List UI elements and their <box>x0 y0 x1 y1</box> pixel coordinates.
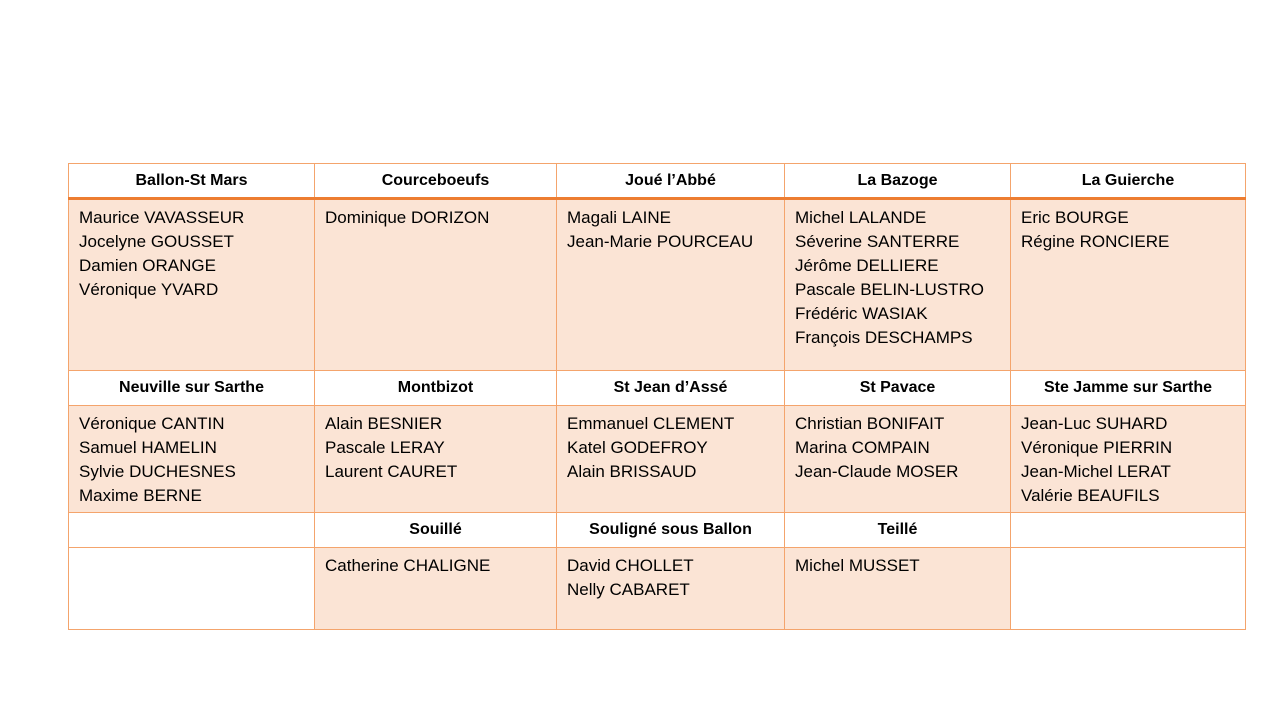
member-name: Michel LALANDE <box>795 208 927 227</box>
member-name: Jean-Michel LERAT <box>1021 462 1171 481</box>
member-name: Christian BONIFAIT <box>795 414 945 433</box>
members-row-3 <box>69 548 1246 630</box>
commune-header: Montbizot <box>315 371 557 406</box>
members-cell <box>69 199 315 371</box>
member-name: Pascale LERAY <box>325 438 445 457</box>
members-cell <box>785 199 1011 371</box>
member-name: David CHOLLET <box>567 556 694 575</box>
empty-cell <box>69 548 315 630</box>
member-name: Véronique PIERRIN <box>1021 438 1173 457</box>
member-name: Véronique CANTIN <box>79 414 225 433</box>
members-cell <box>785 406 1011 513</box>
member-name: Nelly CABARET <box>567 580 690 599</box>
member-name: François DESCHAMPS <box>795 328 973 347</box>
member-name: Katel GODEFROY <box>567 438 708 457</box>
members-cell <box>557 406 785 513</box>
member-name: Marina COMPAIN <box>795 438 930 457</box>
commune-header: St Pavace <box>785 371 1011 406</box>
member-name: Emmanuel CLEMENT <box>567 414 735 433</box>
members-cell <box>785 548 1011 630</box>
member-name: Régine RONCIERE <box>1021 232 1170 251</box>
members-cell <box>1011 199 1246 371</box>
member-name: Sylvie DUCHESNES <box>79 462 236 481</box>
commune-header: Ballon-St Mars <box>69 164 315 199</box>
member-name: Alain BRISSAUD <box>567 462 697 481</box>
member-name: Jocelyne GOUSSET <box>79 232 234 251</box>
members-cell <box>1011 406 1246 513</box>
members-cell <box>69 406 315 513</box>
commune-header: Neuville sur Sarthe <box>69 371 315 406</box>
header-row-1 <box>69 164 1246 199</box>
member-name: Dominique DORIZON <box>325 208 490 227</box>
members-row-2 <box>69 406 1246 513</box>
members-cell <box>557 199 785 371</box>
commune-header: Teillé <box>785 513 1011 548</box>
member-name: Jérôme DELLIERE <box>795 256 939 275</box>
members-cell <box>315 406 557 513</box>
member-name: Eric BOURGE <box>1021 208 1129 227</box>
commune-header: Souillé <box>315 513 557 548</box>
member-name: Valérie BEAUFILS <box>1021 486 1160 505</box>
commune-header: Souligné sous Ballon <box>557 513 785 548</box>
commune-header: La Guierche <box>1011 164 1246 199</box>
member-name: Jean-Luc SUHARD <box>1021 414 1168 433</box>
member-name: Damien ORANGE <box>79 256 216 275</box>
member-name: Maxime BERNE <box>79 486 202 505</box>
empty-cell <box>1011 548 1246 630</box>
commune-header: Courceboeufs <box>315 164 557 199</box>
commune-header: La Bazoge <box>785 164 1011 199</box>
member-name: Maurice VAVASSEUR <box>79 208 245 227</box>
member-name: Jean-Claude MOSER <box>795 462 959 481</box>
header-row-2 <box>69 371 1246 406</box>
member-name: Michel MUSSET <box>795 556 920 575</box>
communes-table <box>68 163 1246 630</box>
member-name: Frédéric WASIAK <box>795 304 928 323</box>
empty-header <box>1011 513 1246 548</box>
member-name: Magali LAINE <box>567 208 671 227</box>
member-name: Véronique YVARD <box>79 280 219 299</box>
member-name: Séverine SANTERRE <box>795 232 960 251</box>
members-cell <box>557 548 785 630</box>
commune-header: Ste Jamme sur Sarthe <box>1011 371 1246 406</box>
members-cell <box>315 548 557 630</box>
member-name: Alain BESNIER <box>325 414 443 433</box>
member-name: Catherine CHALIGNE <box>325 556 491 575</box>
member-name: Laurent CAURET <box>325 462 458 481</box>
header-row-3 <box>69 513 1246 548</box>
members-row-1 <box>69 199 1246 371</box>
commune-header: Joué l’Abbé <box>557 164 785 199</box>
member-name: Jean-Marie POURCEAU <box>567 232 754 251</box>
empty-header <box>69 513 315 548</box>
members-cell <box>315 199 557 371</box>
member-name: Samuel HAMELIN <box>79 438 217 457</box>
member-name: Pascale BELIN-LUSTRO <box>795 280 984 299</box>
commune-header: St Jean d’Assé <box>557 371 785 406</box>
